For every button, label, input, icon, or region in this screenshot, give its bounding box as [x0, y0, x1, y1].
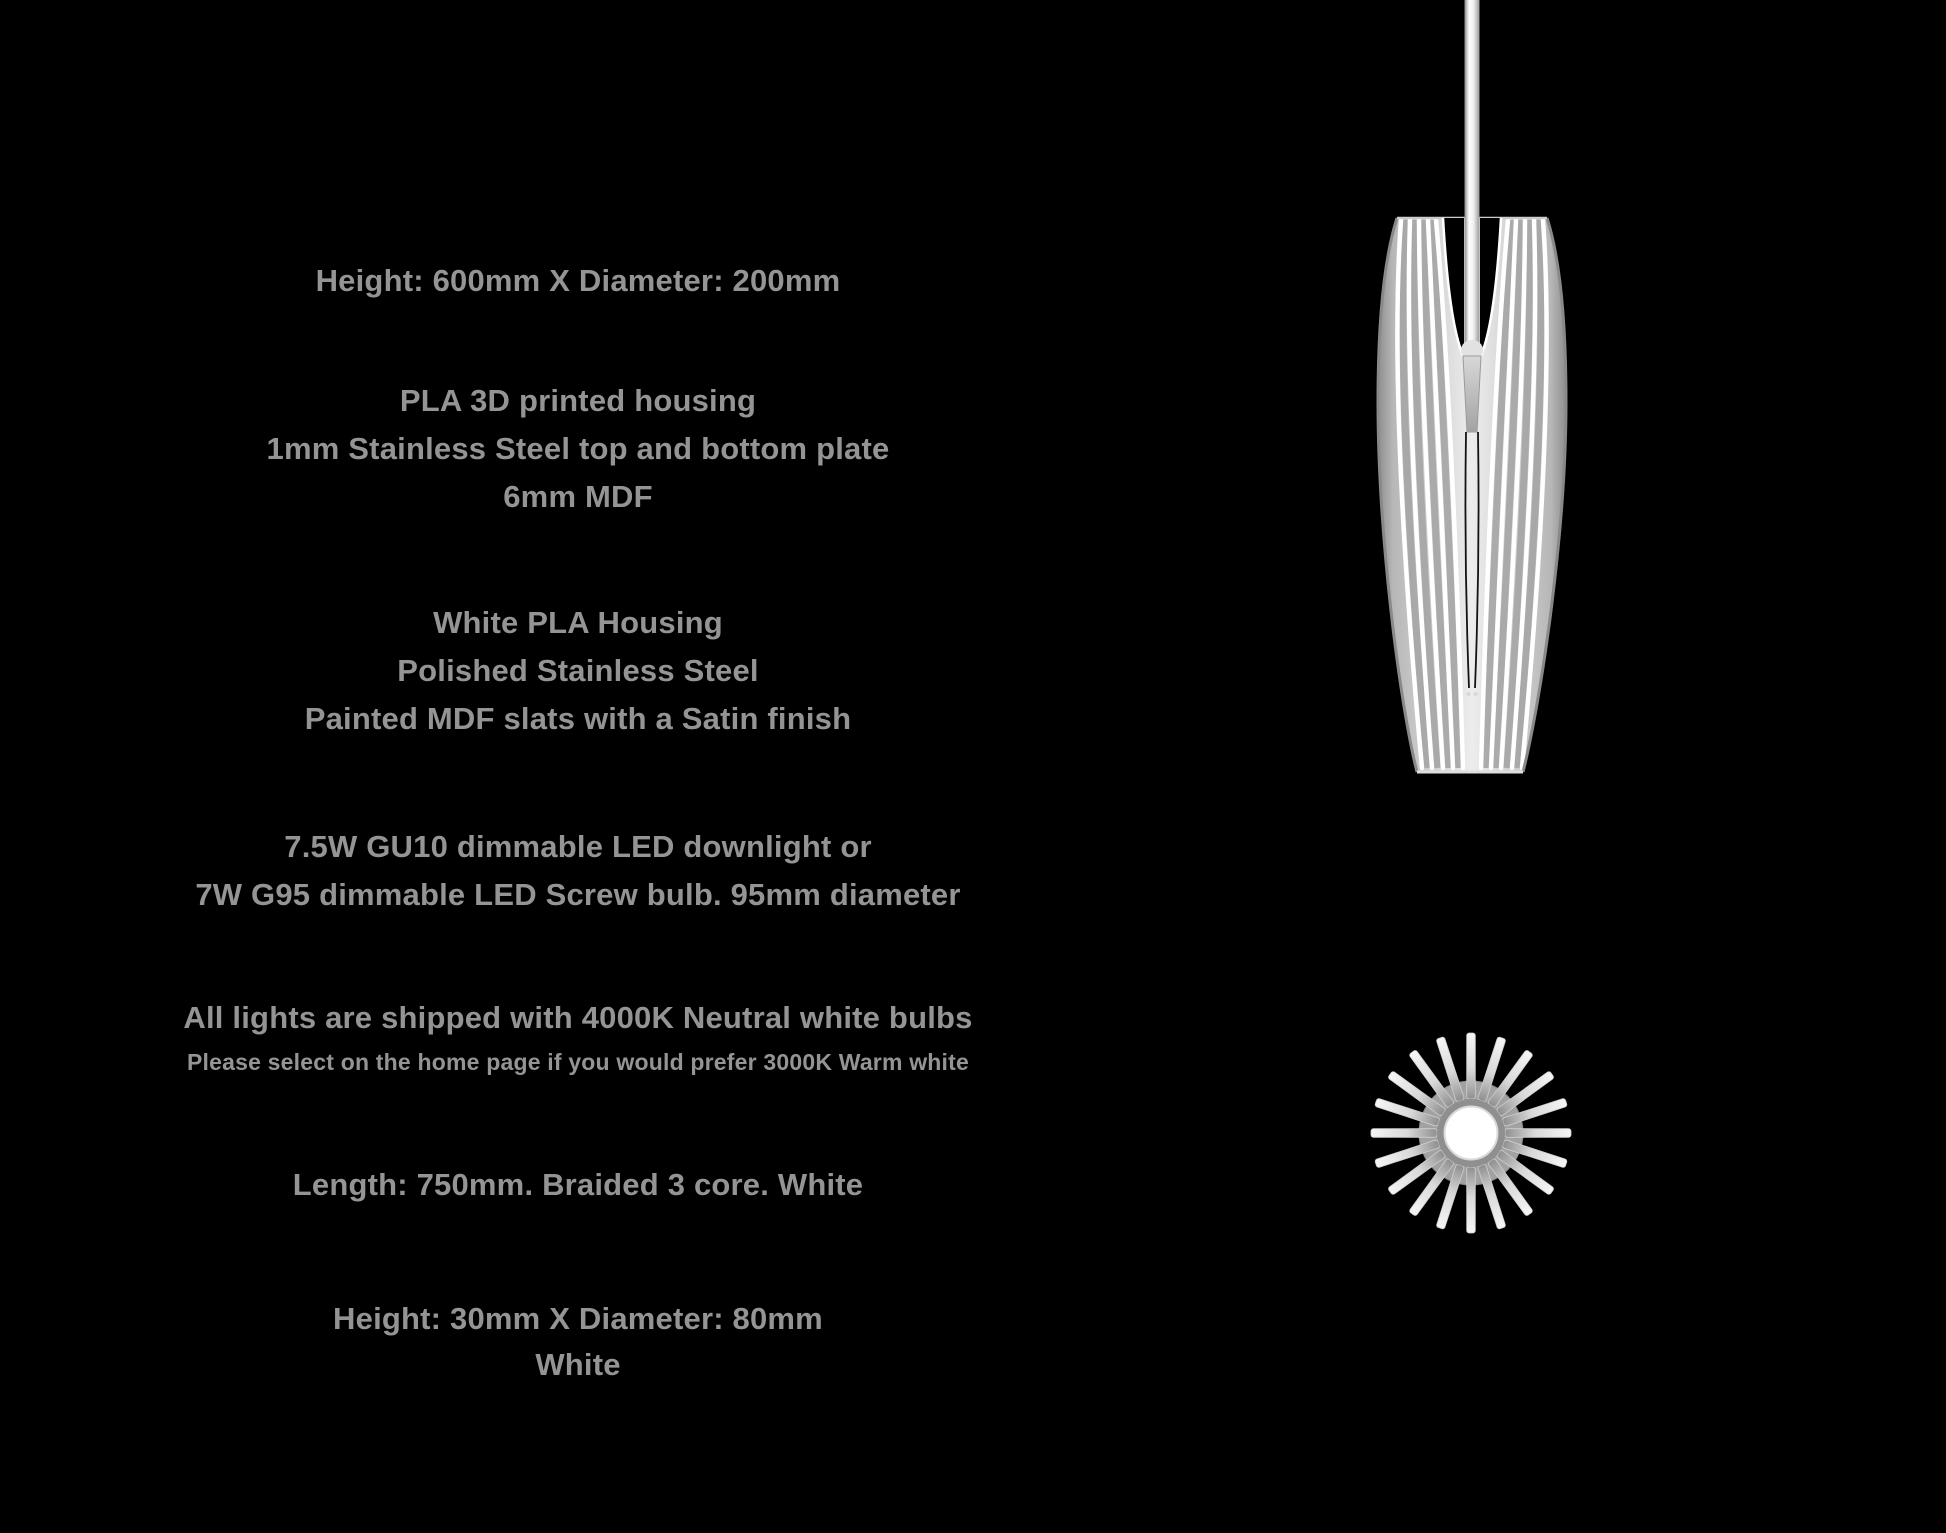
spec-finish-line-2: Polished Stainless Steel: [397, 653, 759, 688]
spec-bulb-line-1: 7.5W GU10 dimmable LED downlight or: [284, 829, 872, 864]
spec-included-bulbs-note: Please select on the home page if you would prefer 3000K Warm white: [187, 1049, 969, 1075]
spec-shade-dimensions: [28, 257, 1128, 305]
spec-cable: [28, 1161, 1128, 1209]
spec-cable-text: Length: 750mm. Braided 3 core. White: [292, 1167, 864, 1202]
spec-materials: [28, 377, 1128, 521]
pendant-stem: [1465, 214, 1480, 348]
spec-finish-line-3: Painted MDF slats with a Satin finish: [304, 701, 852, 736]
spec-ceiling-rose-line-1: Height: 30mm X Diameter: 80mm: [333, 1301, 823, 1336]
pendant-lamp-side-view-image: [1368, 0, 1580, 790]
pendant-lamp-bottom-view-image: [1366, 1028, 1576, 1240]
pendant-cord: [1465, 0, 1480, 220]
spec-ceiling-rose-line-2: White: [535, 1347, 621, 1382]
spec-materials-line-1: PLA 3D printed housing: [399, 383, 757, 418]
spec-shade-dimensions-text: Height: 600mm X Diameter: 200mm: [315, 263, 841, 298]
spec-finish-line-1: White PLA Housing: [433, 605, 723, 640]
spec-ceiling-rose: [28, 1296, 1128, 1388]
rose-center-opening: [1445, 1107, 1498, 1160]
spec-included-bulbs-text: All lights are shipped with 4000K Neutral white bulbs: [183, 1000, 973, 1035]
spec-bulb-line-2: 7W G95 dimmable LED Screw bulb. 95mm diameter: [195, 877, 961, 912]
spec-finish: [28, 599, 1128, 743]
spec-bulb: [28, 823, 1128, 919]
spec-included-bulbs: [28, 994, 1128, 1082]
spec-materials-line-3: 6mm MDF: [503, 479, 653, 514]
spec-materials-line-2: 1mm Stainless Steel top and bottom plate: [266, 431, 890, 466]
